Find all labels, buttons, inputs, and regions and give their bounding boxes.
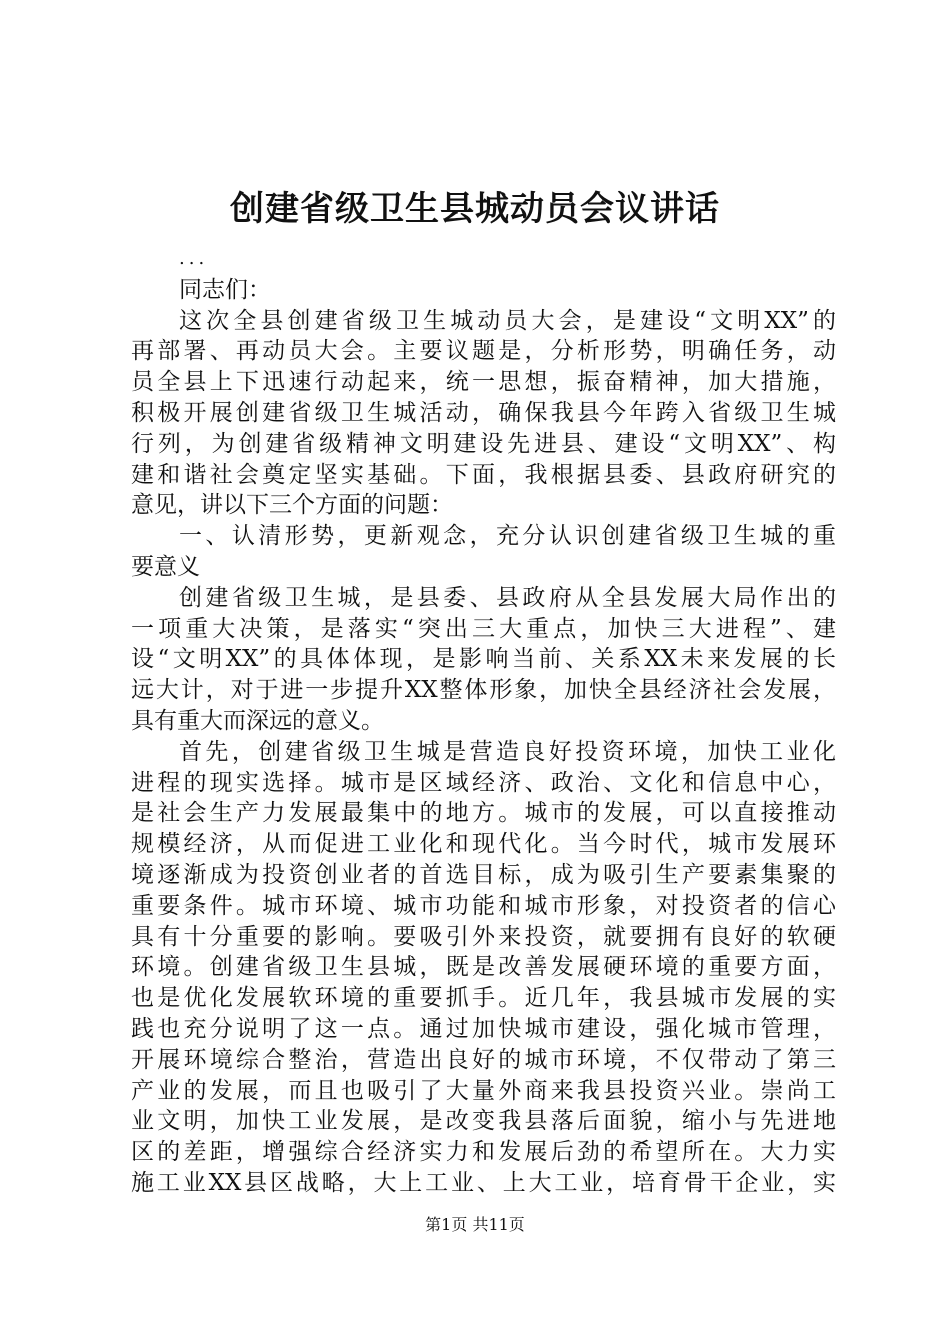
text-line: 进程的现实选择。城市是区域经济、政治、文化和信息中心，	[131, 769, 836, 796]
text-line: 意见，讲以下三个方面的问题：	[131, 492, 453, 519]
text-line: 重要条件。城市环境、城市功能和城市形象，对投资者的信心	[131, 892, 836, 919]
text-line: 产业的发展，而且也吸引了大量外商来我县投资兴业。崇尚工	[131, 1077, 836, 1104]
document-title: 创建省级卫生县城动员会议讲话	[230, 189, 720, 229]
text-line: 创建省级卫生城，是县委、县政府从全县发展大局作出的	[179, 584, 836, 611]
text-line: 一项重大决策，是落实“突出三大重点，加快三大进程”、建	[131, 615, 836, 642]
text-line: 员全县上下迅速行动起来，统一思想，振奋精神，加大措施，	[131, 369, 836, 396]
text-line: 区的差距，增强综合经济实力和发展后劲的希望所在。大力实	[131, 1139, 836, 1166]
ellipsis-marker: ...	[179, 248, 209, 269]
text-line: 境逐渐成为投资创业者的首选目标，成为吸引生产要素集聚的	[131, 861, 836, 888]
text-line: 开展环境综合整治，营造出良好的城市环境，不仅带动了第三	[131, 1046, 836, 1073]
text-line: 再部署、再动员大会。主要议题是，分析形势，明确任务，动	[131, 338, 836, 365]
text-line: 这次全县创建省级卫生城动员大会，是建设“文明XX”的	[179, 307, 836, 334]
text-line: 设“文明XX”的具体体现，是影响当前、关系XX未来发展的长	[131, 646, 836, 673]
text-line: 环境。创建省级卫生县城，既是改善发展硬环境的重要方面，	[131, 954, 836, 981]
text-line: 建和谐社会奠定坚实基础。下面，我根据县委、县政府研究的	[131, 461, 836, 488]
document-body	[131, 244, 836, 1199]
text-line: 也是优化发展软环境的重要抓手。近几年，我县城市发展的实	[131, 985, 836, 1012]
page-footer: 第1页 共11页	[425, 1215, 525, 1234]
body-lines	[131, 275, 836, 1199]
text-line: 首先，创建省级卫生城是营造良好投资环境，加快工业化	[179, 738, 836, 765]
text-line: 同志们：	[179, 276, 271, 303]
text-line: 行列，为创建省级精神文明建设先进县、建设“文明XX”、构	[131, 430, 836, 457]
text-line: 规模经济，从而促进工业化和现代化。当今时代，城市发展环	[131, 831, 836, 858]
text-line: 施工业XX县区战略，大上工业、上大工业，培育骨干企业，实	[131, 1169, 836, 1196]
text-line: 一、认清形势，更新观念，充分认识创建省级卫生城的重	[179, 523, 836, 550]
text-line: 具有十分重要的影响。要吸引外来投资，就要拥有良好的软硬	[131, 923, 836, 950]
text-line: 业文明，加快工业发展，是改变我县落后面貌，缩小与先进地	[131, 1108, 836, 1135]
text-line: 积极开展创建省级卫生城活动，确保我县今年跨入省级卫生城	[131, 399, 836, 426]
text-line: 远大计，对于进一步提升XX整体形象，加快全县经济社会发展，	[131, 677, 836, 704]
text-line: 践也充分说明了这一点。通过加快城市建设，强化城市管理，	[131, 1015, 836, 1042]
text-line: 是社会生产力发展最集中的地方。城市的发展，可以直接推动	[131, 800, 836, 827]
text-line: 具有重大而深远的意义。	[131, 707, 384, 734]
text-line: 要意义	[131, 553, 200, 580]
